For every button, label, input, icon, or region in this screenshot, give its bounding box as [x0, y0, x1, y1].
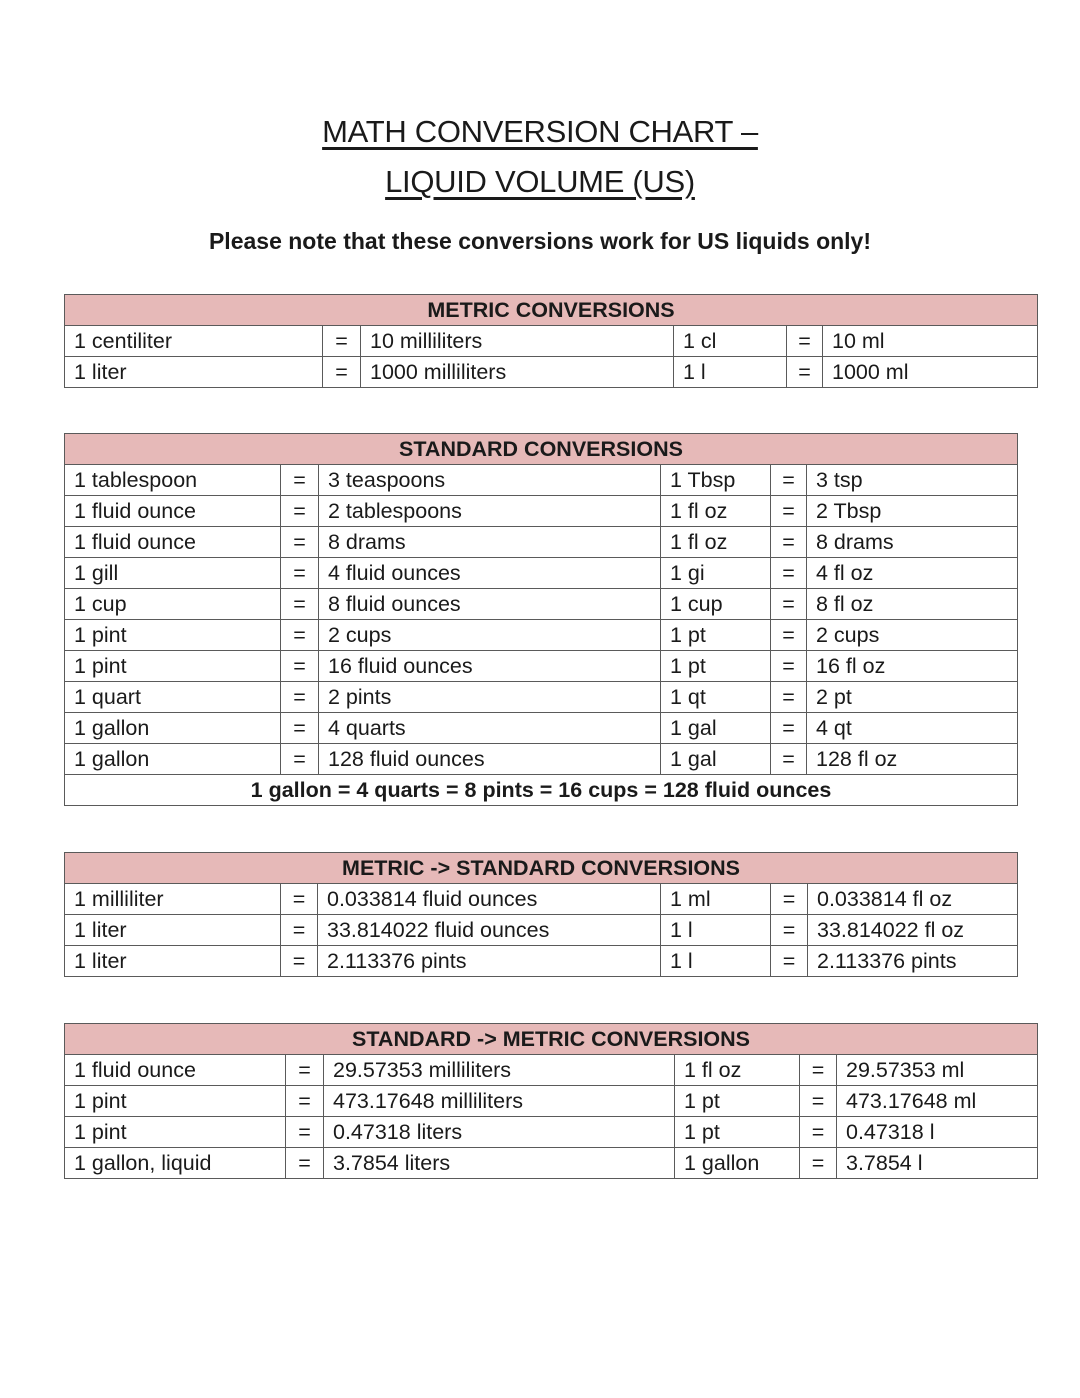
to-abbr-cell: 1000 ml: [823, 357, 1038, 388]
from-cell: 1 centiliter: [65, 326, 323, 357]
from-abbr-cell: 1 gal: [661, 713, 771, 744]
from-abbr-cell: 1 Tbsp: [661, 465, 771, 496]
table-row: [65, 651, 1018, 682]
to-abbr-cell: 8 drams: [807, 527, 1018, 558]
standard-to-metric-table: [64, 1023, 1038, 1179]
equals-cell: =: [800, 1055, 837, 1086]
equals-cell: =: [771, 946, 808, 977]
to-abbr-cell: 10 ml: [823, 326, 1038, 357]
equals-cell: =: [286, 1055, 324, 1086]
from-cell: 1 liter: [65, 946, 281, 977]
equals-cell: =: [323, 357, 361, 388]
from-cell: 1 tablespoon: [65, 465, 281, 496]
equals-cell: =: [281, 651, 319, 682]
from-abbr-cell: 1 gal: [661, 744, 771, 775]
table-row: [65, 884, 1018, 915]
from-cell: 1 milliliter: [65, 884, 281, 915]
equals-cell: =: [281, 589, 319, 620]
from-abbr-cell: 1 fl oz: [661, 527, 771, 558]
equals-cell: =: [281, 713, 319, 744]
equals-cell: =: [771, 620, 807, 651]
to-abbr-cell: 2 pt: [807, 682, 1018, 713]
from-abbr-cell: 1 pt: [661, 651, 771, 682]
to-cell: 2 cups: [319, 620, 661, 651]
to-abbr-cell: 16 fl oz: [807, 651, 1018, 682]
equals-cell: =: [281, 884, 318, 915]
to-abbr-cell: 0.47318 l: [837, 1117, 1038, 1148]
equals-cell: =: [281, 946, 318, 977]
equals-cell: =: [787, 326, 823, 357]
from-cell: 1 liter: [65, 915, 281, 946]
table-header: STANDARD -> METRIC CONVERSIONS: [65, 1024, 1038, 1055]
from-abbr-cell: 1 l: [661, 915, 771, 946]
to-cell: 0.47318 liters: [324, 1117, 675, 1148]
equals-cell: =: [800, 1148, 837, 1179]
to-cell: 2.113376 pints: [318, 946, 661, 977]
equals-cell: =: [787, 357, 823, 388]
table-row: [65, 915, 1018, 946]
from-cell: 1 fluid ounce: [65, 1055, 286, 1086]
from-cell: 1 quart: [65, 682, 281, 713]
to-abbr-cell: 8 fl oz: [807, 589, 1018, 620]
from-abbr-cell: 1 gi: [661, 558, 771, 589]
from-cell: 1 cup: [65, 589, 281, 620]
equals-cell: =: [771, 682, 807, 713]
equals-cell: =: [281, 527, 319, 558]
equals-cell: =: [771, 915, 808, 946]
from-abbr-cell: 1 gallon: [675, 1148, 800, 1179]
equals-cell: =: [771, 558, 807, 589]
table-header: STANDARD CONVERSIONS: [65, 434, 1018, 465]
to-cell: 4 fluid ounces: [319, 558, 661, 589]
equals-cell: =: [281, 744, 319, 775]
to-abbr-cell: 2 Tbsp: [807, 496, 1018, 527]
table-row: [65, 326, 1038, 357]
to-cell: 3 teaspoons: [319, 465, 661, 496]
equals-cell: =: [281, 558, 319, 589]
us-liquids-note: Please note that these conversions work for US liquids only!: [208, 228, 872, 254]
page-title-line-2: LIQUID VOLUME (US): [385, 164, 695, 199]
to-cell: 10 milliliters: [361, 326, 674, 357]
table-row: [65, 465, 1018, 496]
equals-cell: =: [771, 651, 807, 682]
to-abbr-cell: 2 cups: [807, 620, 1018, 651]
table-row: [65, 589, 1018, 620]
from-abbr-cell: 1 l: [674, 357, 787, 388]
to-cell: 1000 milliliters: [361, 357, 674, 388]
to-abbr-cell: 33.814022 fl oz: [808, 915, 1018, 946]
to-cell: 16 fluid ounces: [319, 651, 661, 682]
table-row: [65, 1148, 1038, 1179]
from-cell: 1 liter: [65, 357, 323, 388]
to-abbr-cell: 4 qt: [807, 713, 1018, 744]
equals-cell: =: [281, 915, 318, 946]
from-abbr-cell: 1 qt: [661, 682, 771, 713]
from-cell: 1 pint: [65, 620, 281, 651]
equals-cell: =: [281, 496, 319, 527]
table-row: [65, 357, 1038, 388]
equals-cell: =: [771, 496, 807, 527]
to-abbr-cell: 128 fl oz: [807, 744, 1018, 775]
to-abbr-cell: 3 tsp: [807, 465, 1018, 496]
table-row: [65, 527, 1018, 558]
equals-cell: =: [771, 884, 808, 915]
table-row: [65, 1086, 1038, 1117]
to-cell: 0.033814 fluid ounces: [318, 884, 661, 915]
equals-cell: =: [281, 465, 319, 496]
from-cell: 1 pint: [65, 651, 281, 682]
table-header: METRIC CONVERSIONS: [65, 295, 1038, 326]
table-row: [65, 1117, 1038, 1148]
from-abbr-cell: 1 cup: [661, 589, 771, 620]
equals-cell: =: [771, 589, 807, 620]
table-row: [65, 496, 1018, 527]
from-cell: 1 fluid ounce: [65, 496, 281, 527]
from-cell: 1 gallon: [65, 713, 281, 744]
from-abbr-cell: 1 ml: [661, 884, 771, 915]
equals-cell: =: [286, 1086, 324, 1117]
to-abbr-cell: 473.17648 ml: [837, 1086, 1038, 1117]
standard-conversions-table: [64, 433, 1018, 806]
table-row: [65, 1055, 1038, 1086]
from-abbr-cell: 1 pt: [661, 620, 771, 651]
equals-cell: =: [281, 620, 319, 651]
table-row: [65, 558, 1018, 589]
from-abbr-cell: 1 cl: [674, 326, 787, 357]
page-title-line-1: MATH CONVERSION CHART –: [322, 114, 758, 149]
to-abbr-cell: 4 fl oz: [807, 558, 1018, 589]
equals-cell: =: [771, 465, 807, 496]
from-cell: 1 gallon, liquid: [65, 1148, 286, 1179]
to-abbr-cell: 0.033814 fl oz: [808, 884, 1018, 915]
equals-cell: =: [800, 1086, 837, 1117]
equals-cell: =: [323, 326, 361, 357]
to-cell: 33.814022 fluid ounces: [318, 915, 661, 946]
table-row: [65, 620, 1018, 651]
equals-cell: =: [800, 1117, 837, 1148]
table-header: METRIC -> STANDARD CONVERSIONS: [65, 853, 1018, 884]
from-cell: 1 pint: [65, 1086, 286, 1117]
equals-cell: =: [771, 527, 807, 558]
from-cell: 1 gill: [65, 558, 281, 589]
to-cell: 128 fluid ounces: [319, 744, 661, 775]
equals-cell: =: [771, 744, 807, 775]
table-row: [65, 946, 1018, 977]
to-cell: 4 quarts: [319, 713, 661, 744]
equals-cell: =: [286, 1148, 324, 1179]
to-cell: 8 drams: [319, 527, 661, 558]
table-row: [65, 713, 1018, 744]
from-abbr-cell: 1 pt: [675, 1117, 800, 1148]
metric-conversions-table: [64, 294, 1038, 388]
from-cell: 1 gallon: [65, 744, 281, 775]
from-cell: 1 pint: [65, 1117, 286, 1148]
metric-to-standard-table: [64, 852, 1018, 977]
to-cell: 8 fluid ounces: [319, 589, 661, 620]
from-abbr-cell: 1 pt: [675, 1086, 800, 1117]
equals-cell: =: [286, 1117, 324, 1148]
gallon-summary-row: 1 gallon = 4 quarts = 8 pints = 16 cups = 128 fluid ounces: [65, 775, 1018, 806]
to-abbr-cell: 2.113376 pints: [808, 946, 1018, 977]
to-cell: 2 pints: [319, 682, 661, 713]
from-cell: 1 fluid ounce: [65, 527, 281, 558]
equals-cell: =: [771, 713, 807, 744]
to-abbr-cell: 3.7854 l: [837, 1148, 1038, 1179]
table-row: [65, 682, 1018, 713]
to-abbr-cell: 29.57353 ml: [837, 1055, 1038, 1086]
from-abbr-cell: 1 fl oz: [661, 496, 771, 527]
to-cell: 2 tablespoons: [319, 496, 661, 527]
to-cell: 473.17648 milliliters: [324, 1086, 675, 1117]
to-cell: 29.57353 milliliters: [324, 1055, 675, 1086]
from-abbr-cell: 1 l: [661, 946, 771, 977]
from-abbr-cell: 1 fl oz: [675, 1055, 800, 1086]
to-cell: 3.7854 liters: [324, 1148, 675, 1179]
equals-cell: =: [281, 682, 319, 713]
table-row: [65, 744, 1018, 775]
